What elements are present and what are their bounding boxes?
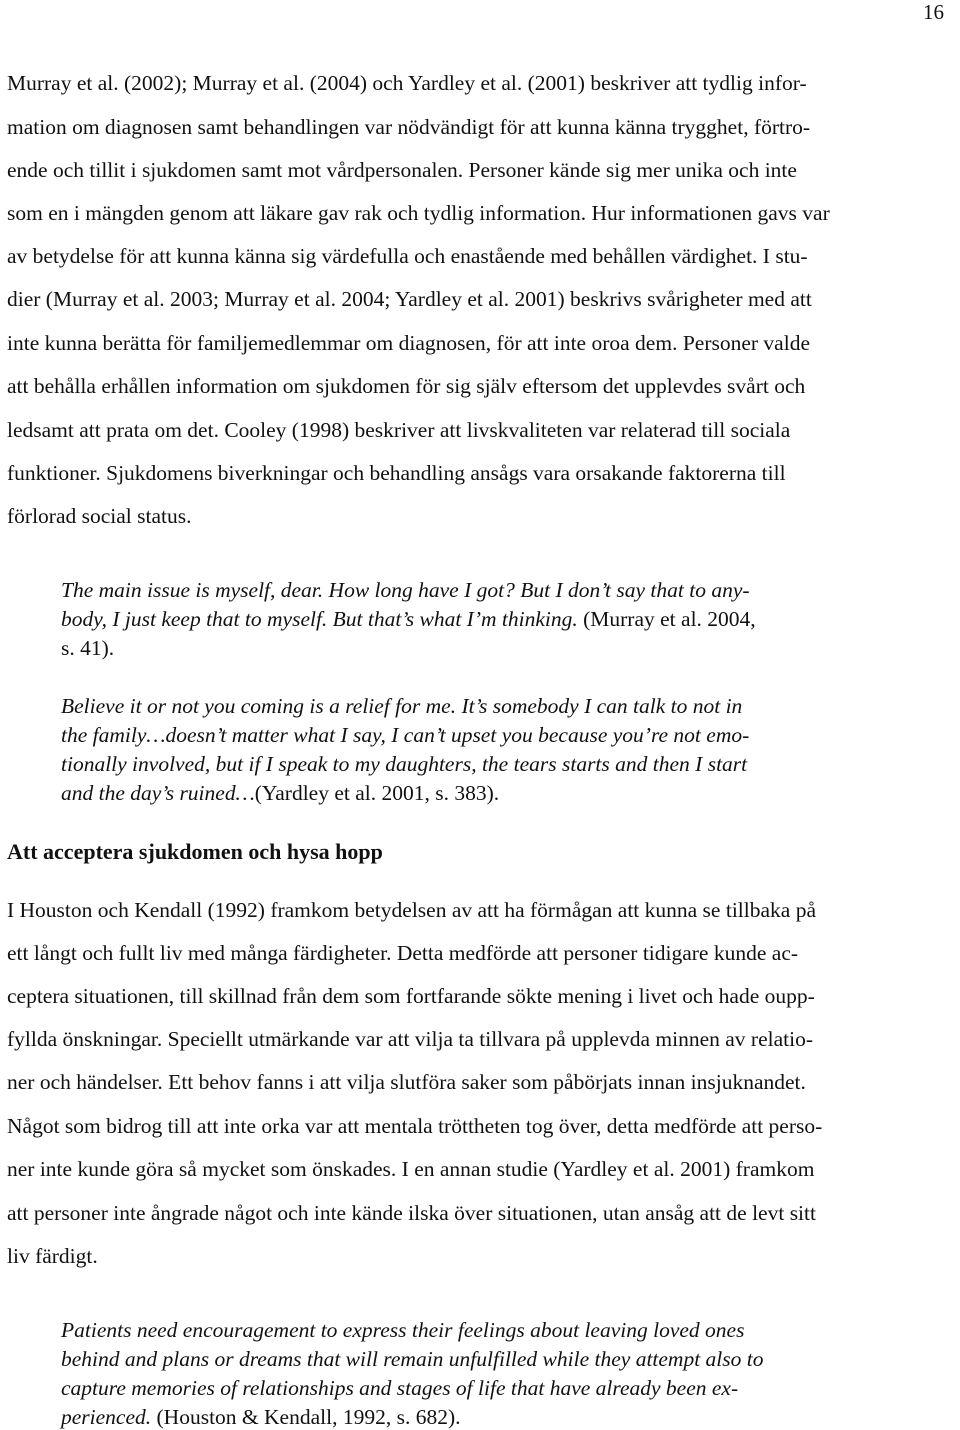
paragraph-1-line: funktioner. Sjukdomens biverkningar och behandling ansågs vara orsakande faktorerna till: [7, 461, 786, 485]
paragraph-1-line: ledsamt att prata om det. Cooley (1998) beskriver att livskvaliteten var relaterad till sociala: [7, 418, 791, 442]
paragraph-2-line: ner och händelser. Ett behov fanns i att vilja slutföra saker som påbörjats innan insjuknandet.: [7, 1070, 806, 1094]
paragraph-2-line: liv färdigt.: [7, 1244, 98, 1268]
quote-text: Patients need encouragement to express their feelings about leaving loved ones: [61, 1318, 745, 1342]
quote-text: Believe it or not you coming is a relief for me. It’s somebody I can talk to not in: [61, 694, 743, 718]
paragraph-1-line: att behålla erhållen information om sjukdomen för sig själv eftersom det upplevdes svårt och: [7, 374, 806, 398]
quote-2-line: [61, 722, 749, 748]
paragraph-1-line: dier (Murray et al. 2003; Murray et al. 2004; Yardley et al. 2001) beskrivs svårigheter med att: [7, 287, 812, 311]
paragraph-1-line: Murray et al. (2002); Murray et al. (2004) och Yardley et al. (2001) beskriver att tydlig infor-: [7, 71, 807, 95]
quote-3-line: [61, 1317, 744, 1343]
quote-citation: (Houston & Kendall, 1992, s. 682).: [151, 1405, 461, 1429]
quote-3-line: [61, 1346, 764, 1372]
quote-citation: (Yardley et al. 2001, s. 383).: [254, 781, 500, 805]
paragraph-1-line: ende och tillit i sjukdomen samt mot vårdpersonalen. Personer kände sig mer unika och inte: [7, 158, 797, 182]
quote-3-line: [61, 1375, 738, 1401]
paragraph-2-line: ner inte kunde göra så mycket som önskades. I en annan studie (Yardley et al. 2001) framkom: [7, 1157, 815, 1181]
quote-text: body, I just keep that to myself. But that’s what I’m thinking.: [61, 607, 578, 631]
quote-text: the family…doesn’t matter what I say, I can’t upset you because you’re not emo-: [61, 723, 750, 747]
section-heading: Att acceptera sjukdomen och hysa hopp: [7, 839, 383, 864]
paragraph-2-line: att personer inte ångrade något och inte kände ilska över situationen, utan ansåg att de levt sitt: [7, 1201, 816, 1225]
paragraph-1-line: inte kunna berätta för familjemedlemmar om diagnosen, för att inte oroa dem. Personer valde: [7, 331, 810, 355]
paragraph-2-line: I Houston och Kendall (1992) framkom betydelsen av att ha förmågan att kunna se tillbaka på: [7, 898, 816, 922]
quote-text: capture memories of relationships and stages of life that have already been ex-: [61, 1376, 739, 1400]
quote-text: tionally involved, but if I speak to my daughters, the tears starts and then I start: [61, 752, 748, 776]
quote-3-line: [61, 1404, 460, 1430]
quote-citation: s. 41).: [61, 636, 115, 660]
quote-text: The main issue is myself, dear. How long have I got? But I don’t say that to any-: [61, 578, 750, 602]
paragraph-2-line: ceptera situationen, till skillnad från dem som fortfarande sökte mening i livet och hade oupp-: [7, 984, 815, 1008]
quote-text: and the day’s ruined…: [61, 781, 255, 805]
paragraph-1-line: förlorad social status.: [7, 504, 192, 528]
paragraph-2-line: Något som bidrog till att inte orka var att mentala tröttheten tog över, detta medförde att perso-: [7, 1114, 823, 1138]
page-number: 16: [923, 0, 944, 24]
paragraph-2-line: ett långt och fullt liv med många färdigheter. Detta medförde att personer tidigare kunde ac-: [7, 941, 799, 965]
quote-2-line: [61, 780, 499, 806]
quote-citation: (Murray et al. 2004,: [577, 607, 756, 631]
paragraph-1-line: av betydelse för att kunna känna sig värdefulla och enastående med behållen värdighet. I stu-: [7, 244, 808, 268]
paragraph-2-line: fyllda önskningar. Speciellt utmärkande var att vilja ta tillvara på upplevda minnen av relatio-: [7, 1027, 813, 1051]
quote-1-line: [61, 635, 114, 661]
quote-2-line: [61, 693, 742, 719]
quote-text: perienced.: [61, 1405, 152, 1429]
quote-1-line: [61, 577, 750, 603]
quote-1-line: [61, 606, 756, 632]
paragraph-1-line: som en i mängden genom att läkare gav rak och tydlig information. Hur informationen gavs var: [7, 201, 830, 225]
paragraph-1-line: mation om diagnosen samt behandlingen var nödvändigt för att kunna känna trygghet, förtro-: [7, 115, 811, 139]
quote-text: behind and plans or dreams that will remain unfulfilled while they attempt also to: [61, 1347, 764, 1371]
quote-2-line: [61, 751, 747, 777]
